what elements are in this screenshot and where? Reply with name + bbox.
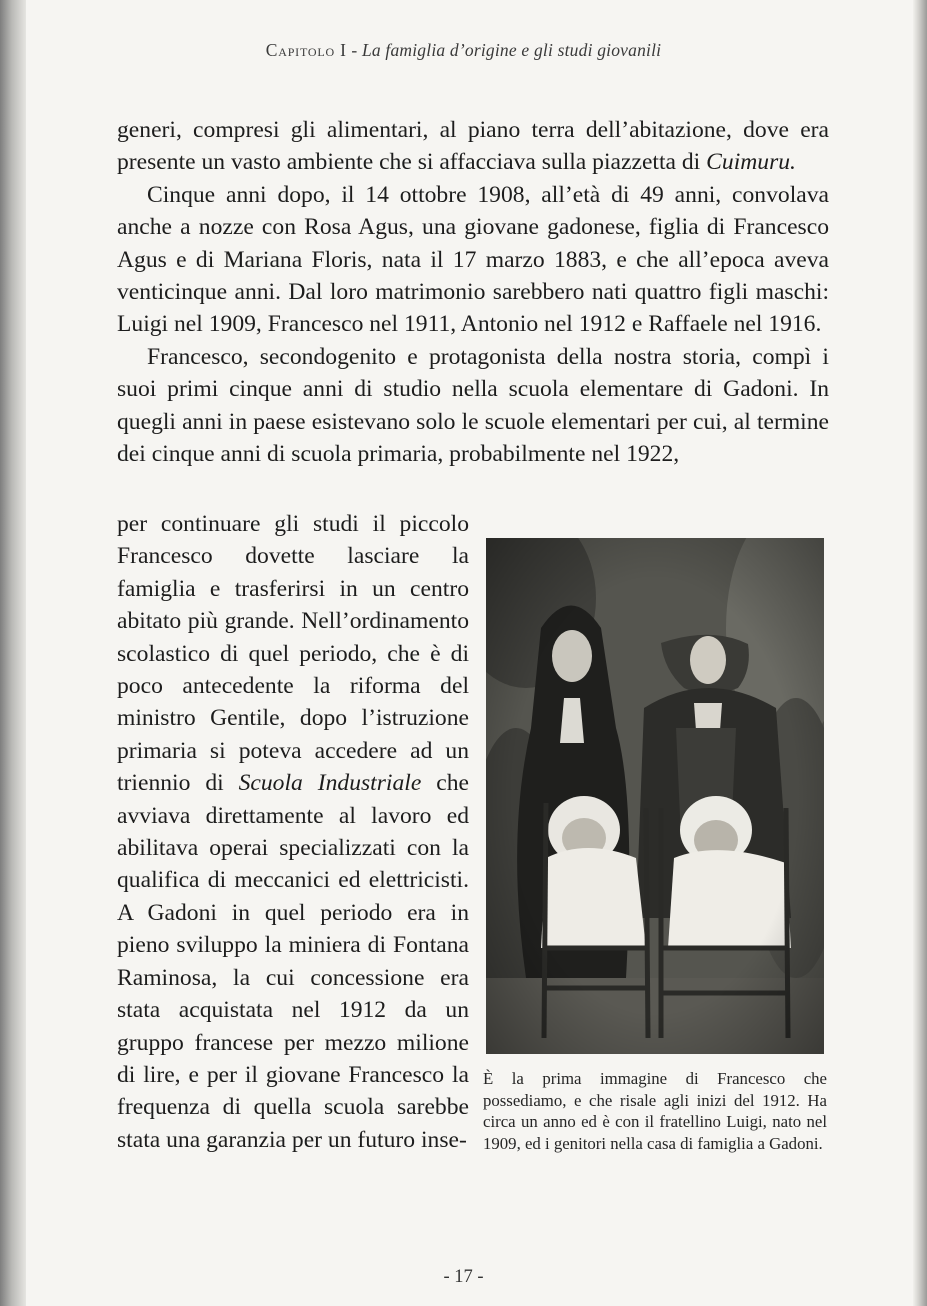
paragraph-3-continued-text-b: che avviava direttamente al lavoro ed abilitava operai specializzati con la qualifica di meccanici ed elettricisti. A Gadoni in quel periodo era in pieno sviluppo la miniera di Fontana Raminosa, la cui concessione era stata acquistata nel 1912 da un gruppo francese per mezzo milione di lire, e per il giovane Francesco la frequenza di quella scuola sarebbe stata una garanzia per un futuro inse-	[117, 770, 469, 1153]
photo-caption: È la prima immagine di Francesco che possediamo, e che risale agli inizi del 1912. Ha circa un anno ed è con il fratellino Luigi, nato nel 1909, ed i genitori nella casa di famiglia a Gadoni.	[483, 1069, 827, 1153]
paragraph-3-continued-text-a: per continuare gli studi il piccolo Francesco dovette lasciare la famiglia e trasferirsi in un centro abitato più grande. Nell’ordinamento scolastico di quel periodo, che è di poco antecedente la riforma del ministro Gentile, dopo l’istruzione primaria si poteva accedere ad un triennio di	[117, 511, 469, 797]
paragraph-2: Cinque anni dopo, il 14 ottobre 1908, all’età di 49 anni, convolava anche a nozze con Rosa Agus, una giovane gadonese, figlia di Francesco Agus e di Mariana Floris, nata il 17 marzo 1883, e che all’epoca aveva venticinque anni. Dal loro matrimonio sarebbero nati quattro figli maschi: Luigi nel 1909, Francesco nel 1911, Antonio nel 1912 e Raffaele nel 1916.	[117, 181, 829, 338]
page-edge-shadow-right	[913, 0, 927, 1306]
body-text-full-width	[117, 114, 829, 470]
page-number: - 17 -	[443, 1267, 484, 1287]
place-name-cuimuru: Cuimuru.	[706, 149, 796, 176]
family-photograph	[486, 538, 824, 1054]
running-header	[0, 40, 927, 61]
scuola-industriale-term: Scuola Industriale	[238, 770, 422, 797]
paragraph-1	[117, 114, 829, 179]
header-separator: -	[346, 40, 362, 60]
page-edge-shadow-left	[0, 0, 26, 1306]
chapter-label: Capitolo I	[265, 40, 347, 60]
paragraph-1-text: generi, compresi gli alimentari, al piano terra dell’abitazione, dove era presente un vasto ambiente che si affacciava sulla piazzetta di	[117, 117, 829, 176]
paragraph-3-continued	[117, 508, 469, 1156]
chapter-title: La famiglia d’origine e gli studi giovanili	[361, 40, 662, 60]
paragraph-3: Francesco, secondogenito e protagonista della nostra storia, compì i suoi primi cinque anni di studio nella scuola elementare di Gadoni. In quegli anni in paese esistevano solo le scuole elementari per cui, al termine dei cinque anni di scuola primaria, probabilmente nel 1922,	[117, 343, 829, 468]
body-text-wrapped-column	[117, 508, 469, 1156]
